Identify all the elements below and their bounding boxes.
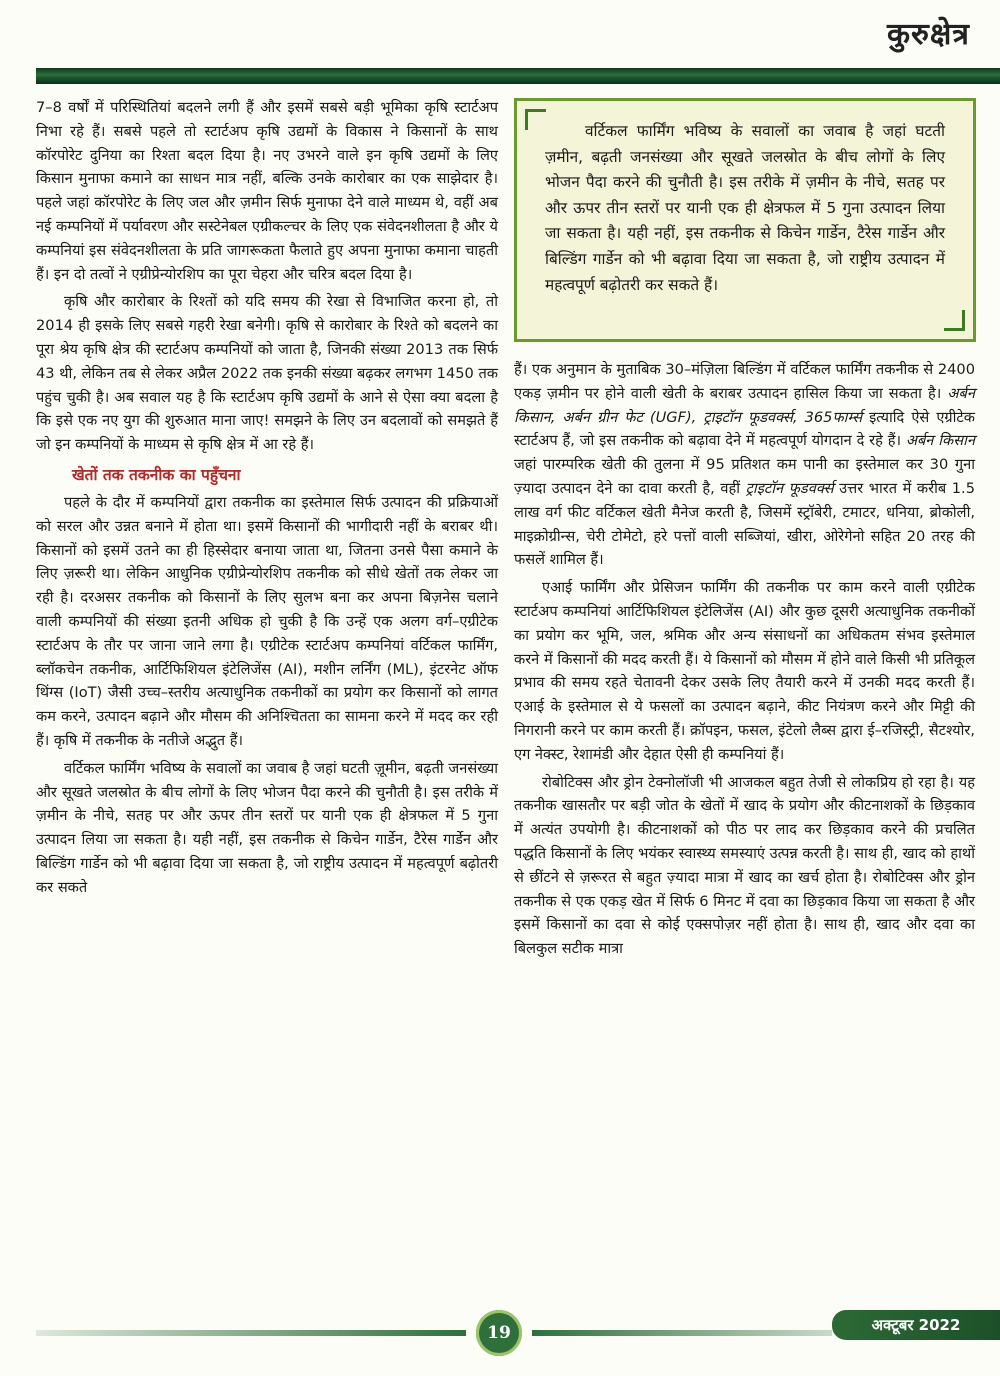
paragraph: रोबोटिक्स और ड्रोन टेक्नोलॉजी भी आजकल बहुत तेजी से लोकप्रिय हो रहा है। यह तकनीक खासतौर पर बड़ी जोत के खेतों में खाद के प्रयोग और कीटनाशकों के छिड़काव में अत्यंत उपयोगी है। कीटनाशकों को पीठ पर लाद कर छिड़काव करने की प्रचलित पद्धति किसानों के लिए भयंकर स्वास्थ्य समस्याएं उत्पन्न करती है। साथ ही, खाद को हाथों से छींटने से ज़रूरत से बहुत ज़्यादा मात्रा में खाद का खर्च होता है। रोबोटिक्स और ड्रोन तकनीक से एक एकड़ खेत में सिर्फ 6 मिनट में दवा का छिड़काव किया जा सकता है और इसमें किसानों का दवा से कोई एक्सपोज़र नहीं होता है। साथ ही, खाद और दवा का बिलकुल सटीक मात्रा (514, 773, 975, 958)
footer-rule-right (532, 1330, 832, 1336)
paragraph: वर्टिकल फार्मिंग भविष्य के सवालों का जवाब है जहां घटती ज़ूमीन, बढ़ती जनसंख्या और सूखते जलस्रोत के बीच लोगों के लिए भोजन पैदा करने की चुनौती है। इस तरीके में ज़मीन के नीचे, सतह पर और ऊपर तीन स्तरों पर यानी एक ही क्षेत्रफल में 5 गुना उत्पादन लिया जा सकता है। यही नहीं, इस तकनीक से किचेन गार्डेन, टैरेस गार्डेन और बिल्डिंग गार्डेन को भी बढ़ावा दिया जा सकता है, जो राष्ट्रीय उत्पादन में महत्वपूर्ण बढ़ोतरी कर सकते (36, 759, 498, 896)
corner-ornament (944, 310, 965, 331)
footer-rule-left (36, 1330, 466, 1336)
corner-ornament (525, 109, 546, 130)
issue-date: अक्टूबर 2022 (832, 1310, 1000, 1340)
text-run: उत्तर भारत में करीब 1.5 लाख वर्ग फीट वर्टिकल खेती मैनेज करती है, जिसमें स्ट्रॉबेरी, टमाटर, धनिया, ब्रोकोली, माइक्रोग्रीन्स, चेरी टोमेटो, हरे पत्तों वाली सब्जियां, खीरा, ओरेगेनो सहित 20 तरह की फसलें शामिल हैं। (514, 479, 975, 569)
left-column (36, 96, 498, 904)
paragraph: कृषि और कारोबार के रिश्तों को यदि समय की रेखा से विभाजित करना हो, तो 2014 ही इसके लिए सबसे गहरी रेखा बनेगी। कृषि से कारोबार के रिश्ते को बदलने का पूरा श्रेय कृषि क्षेत्र की स्टार्टअप कम्पनियों को जाता है, जिनकी संख्या 2013 तक सिर्फ 43 थी, लेकिन तब से लेकर अप्रैल 2022 तक इनकी संख्या बढ़कर लगभग 1450 तक पहुंच चुकी है। अब सवाल यह है कि स्टार्टअप कृषि उद्यमों के आने से ऐसा क्या बदला है कि इसे एक नए युग की शुरुआत माना जाए! समझने के लिए उन बदलावों को समझते हैं जो इन कम्पनियों के माध्यम से कृषि क्षेत्र में आ रहे हैं। (36, 293, 498, 454)
company-names: अर्बन किसान, अर्बन ग्रीन फेट (UGF), ट्राइटॉन फूडवर्क्स, 365फार्म्स (514, 384, 975, 426)
magazine-masthead: कुरुक्षेत्र (886, 17, 970, 52)
right-column (514, 358, 975, 965)
section-heading: खेतों तक तकनीक का पहुँचना (72, 465, 241, 484)
page-number: 19 (476, 1310, 522, 1356)
paragraph: पहले के दौर में कम्पनियों द्वारा तकनीक का इस्तेमाल सिर्फ उत्पादन की प्रक्रियाओं को सरल और उन्नत बनाने में होता था। इसमें किसानों की भागीदारी नहीं के बराबर थी। किसानों को इसमें उतने का ही हिस्सेदार बनाया जाता था, जितना उनसे पैसा कमाने के लिए ज़रूरी था। लेकिन आधुनिक एग्रीप्रेन्योरशिप तकनीक को सीधे खेतों तक लेकर जा रही है। दरअसर तकनीक को किसानों के लिए सुलभ बना कर अपना बिज़नेस चलाने वाली कम्पनियों की संख्या इतनी अधिक हो चुकी है कि उन्हें एक अलग वर्ग–एग्रीटेक स्टार्टअप के तौर पर जाना जाने लगा है। एग्रीटेक स्टार्टअप कम्पनियां वर्टिकल फार्मिंग, ब्लॉकचेन तकनीक, आर्टिफिशियल इंटेलिजेंस (AI), मशीन लर्निंग (ML), इंटरनेट ऑफ थिंग्स (IoT) जैसी उच्च–स्तरीय अत्याधुनिक तकनीकों का प्रयोग कर किसानों को लागत कम करने, उत्पादन बढ़ाने और मौसम की अनिश्चितता का सामना करने में मदद कर रही हैं। कृषि में तकनीक के नतीजे अद्भुत हैं। (36, 493, 498, 749)
pullquote-box (514, 98, 976, 342)
header-bar (36, 68, 1000, 84)
text-run: इत्यादि ऐसे एग्रीटेक स्टार्टअप हैं, जो इस तकनीक को बढ़ावा देने में महत्वपूर्ण योगदान दे रहे हैं। (514, 408, 975, 450)
pullquote-text: वर्टिकल फार्मिंग भविष्य के सवालों का जवाब है जहां घटती ज़मीन, बढ़ती जनसंख्या और सूखते जलस्रोत के बीच लोगों के लिए भोजन पैदा करने की चुनौती है। इस तरीके में ज़मीन के नीचे, सतह पर और ऊपर तीन स्तरों पर यानी एक ही क्षेत्रफल में 5 गुना उत्पादन लिया जा सकता है। यही नहीं, इस तकनीक से किचेन गार्डेन, टैरेस गार्डेन और बिल्डिंग गार्डेन को भी बढ़ावा दिया जा सकता है, जो राष्ट्रीय उत्पादन में महत्वपूर्ण बढ़ोतरी कर सकते हैं। (545, 122, 945, 294)
text-run: जहां पारम्परिक खेती की तुलना में 95 प्रतिशत कम पानी का इस्तेमाल कर 30 गुना ज़्यादा उत्पादन देने का दावा करती है, वहीं (514, 456, 975, 497)
paragraph: एआई फार्मिंग और प्रेसिजन फार्मिंग की तकनीक पर काम करने वाली एग्रीटेक स्टार्टअप कम्पनियां आर्टिफिशियल इंटेलिजेंस (AI) और कुछ दूसरी अत्याधुनिक तकनीकों का प्रयोग कर भूमि, जल, श्रमिक और अन्य संसाधनों का अधिकतम संभव इस्तेमाल करने में किसानों की मदद करती हैं। ये किसानों को मौसम में होने वाले किसी भी प्रतिकूल प्रभाव की समय रहते चेतावनी देकर उसके लिए तैयारी करने में उनकी मदद करती हैं। एआई के इस्तेमाल से ये फसलों का उत्पादन बढ़ाने, कीट नियंत्रण करने और मिट्टी की निगरानी करने पर काम करती हैं। क्रॉपइन, फसल, इंटेलो लैब्स द्वारा ई–रजिस्ट्री, सैटश्योर, एग नेक्स्ट, रेशामंडी और देहात ऐसी ही कम्पनियां हैं। (514, 579, 975, 763)
company-name: अर्बन किसान (905, 432, 975, 450)
paragraph: 7–8 वर्षों में परिस्थितियां बदलने लगी हैं और इसमें सबसे बड़ी भूमिका कृषि स्टार्टअप निभा रहे हैं। सबसे पहले तो स्टार्टअप कृषि उद्यमों के विकास ने किसानों के साथ कॉरपोरेट दुनिया का रिश्ता बदल दिया है। नए उभरने वाले इन कृषि उद्यमों के लिए किसान मुनाफा कमाने का साधन मात्र नहीं, बल्कि उनके कारोबार का एक साझेदार है। पहले जहां कॉरपोरेट के लिए जल और ज़मीन सिर्फ मुनाफा देने वाले माध्यम थे, वहीं अब नई कम्पनियों में पर्यावरण और सस्टेनेबल एग्रीकल्चर के लिए एक संवेदनशीलता है और ये कम्पनियां इस संवेदनशीलता के प्रति जागरूकता फैलाते हुए अपना मुनाफा कमाना चाहती हैं। इन दो तत्वों ने एग्रीप्रेन्योरशिप का पूरा चेहरा और चरित्र बदल दिया है। (36, 99, 498, 283)
company-name: ट्राइटॉन फूडवर्क्स (745, 479, 834, 497)
paragraph (514, 358, 975, 572)
text-run: हैं। एक अनुमान के मुताबिक 30–मंज़िला बिल्डिंग में वर्टिकल फार्मिंग तकनीक से 2400 एकड़ ज़मीन पर होने वाली खेती के बराबर उत्पादन हासिल किया जा सकता है। (514, 361, 975, 402)
